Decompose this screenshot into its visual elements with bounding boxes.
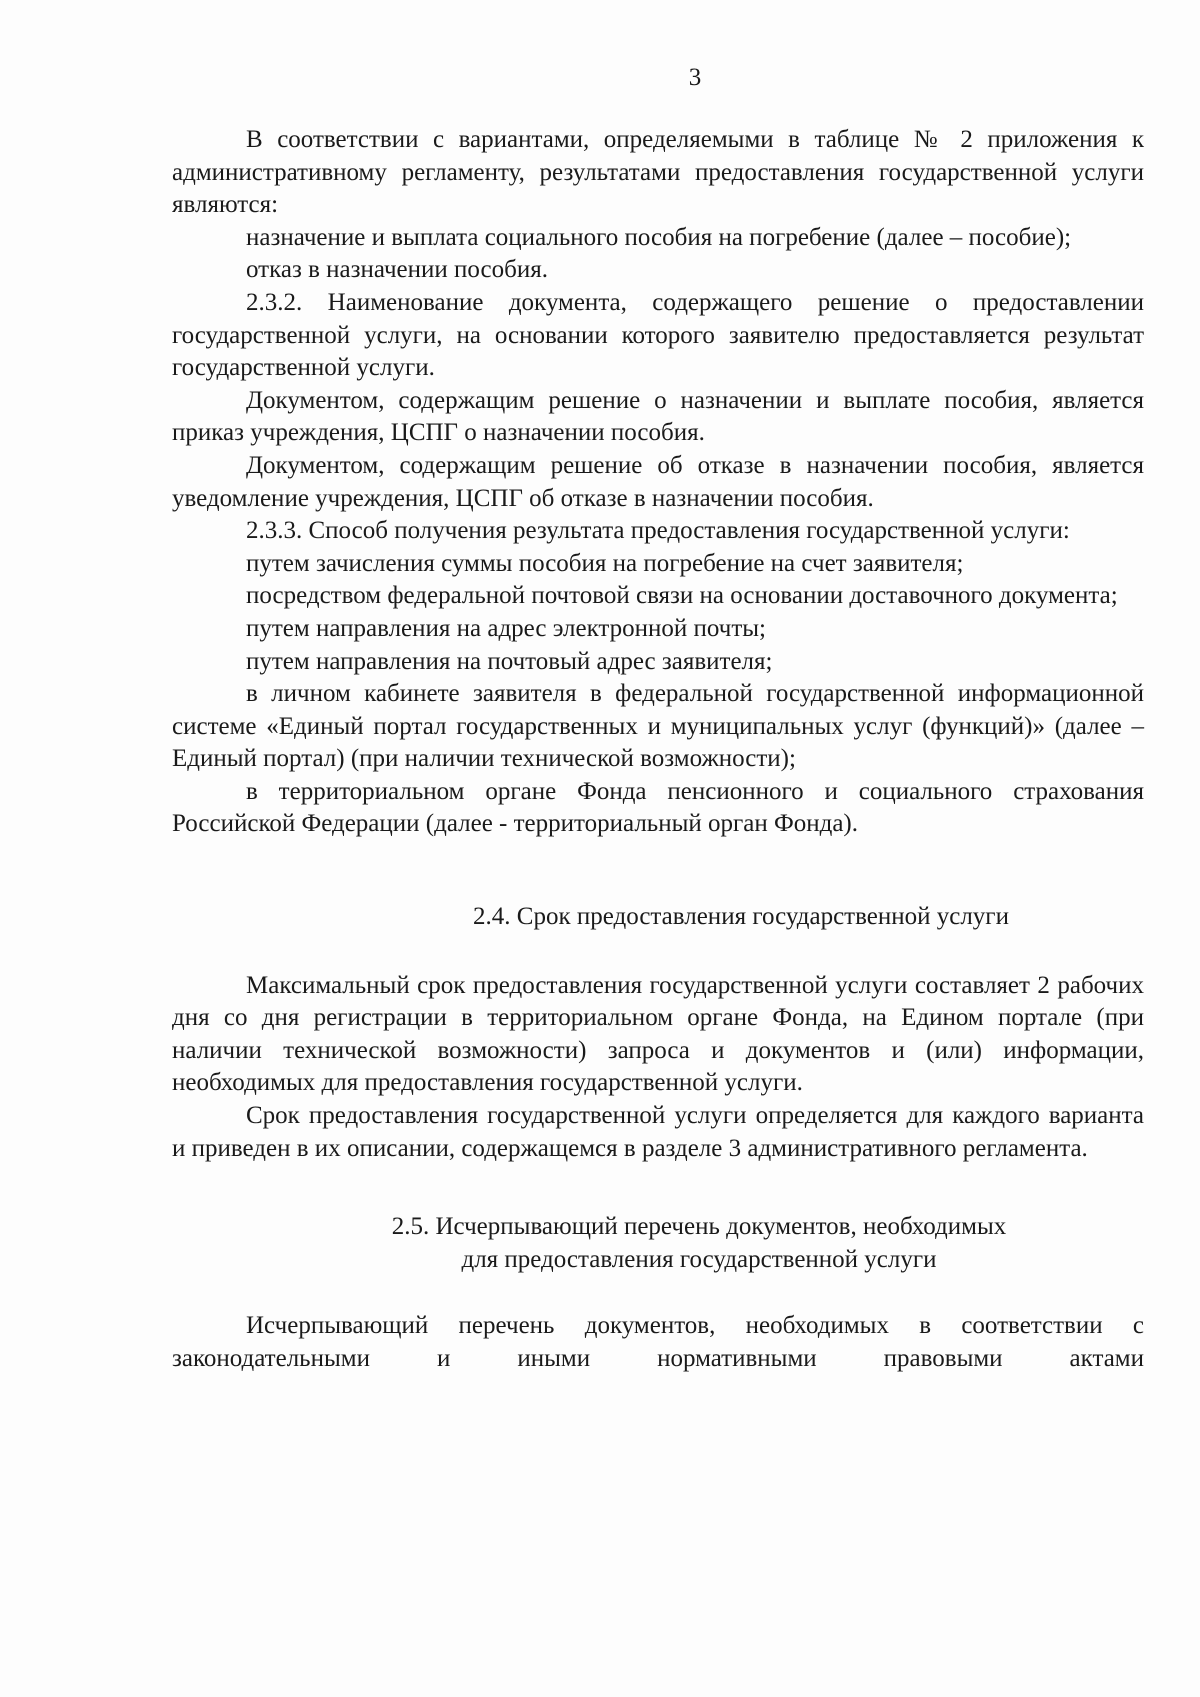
paragraph: путем направления на почтовый адрес заявителя;	[246, 647, 773, 675]
heading-line: 2.5. Исчерпывающий перечень документов, необходимых	[391, 1213, 1007, 1241]
document-body	[172, 124, 1144, 1376]
paragraph: в территориальном органе Фонда пенсионного и социального страхования Российской Федерации (далее - территориальный орган Фонда).	[172, 777, 1144, 838]
paragraph: 2.3.2. Наименование документа, содержащего решение о предоставлении государственной услуги, на основании которого заявителю предоставляется результат государственной услуги.	[172, 288, 1144, 382]
paragraph: в личном кабинете заявителя в федеральной государственной информационной системе «Единый портал государственных и муниципальных услуг (функций)» (далее – Единый портал) (при наличии технической возможности);	[172, 680, 1144, 773]
paragraph: 2.3.3. Способ получения результата предоставления государственной услуги:	[246, 517, 1070, 545]
paragraph: отказ в назначении пособия.	[246, 256, 548, 284]
paragraph: Срок предоставления государственной услуги определяется для каждого варианта и приведен в их описании, содержащемся в разделе 3 административного регламента.	[172, 1102, 1144, 1162]
paragraph: Документом, содержащим решение об отказе в назначении пособия, является уведомление учреждения, ЦСПГ об отказе в назначении пособия.	[172, 451, 1144, 512]
paragraph: посредством федеральной почтовой связи на основании доставочного документа;	[246, 582, 1118, 610]
heading-line: для предоставления государственной услуги	[461, 1245, 937, 1273]
paragraph: Документом, содержащим решение о назначении и выплате пособия, является приказ учреждения, ЦСПГ о назначении пособия.	[172, 386, 1144, 447]
section-heading-2-5	[172, 1211, 1144, 1276]
paragraph: Максимальный срок предоставления государственной услуги составляет 2 рабочих дня со дня регистрации в территориальном органе Фонда, на Едином портале (при наличии технической возможности) запроса и документов и (или) информации, необходимых для предоставления государственной услуги.	[172, 971, 1144, 1097]
paragraph: назначение и выплата социального пособия на погребение (далее – пособие);	[246, 223, 1072, 251]
paragraph: Исчерпывающий перечень документов, необходимых в соответствии с законодательными и иными нормативными правовыми актами	[172, 1312, 1144, 1372]
paragraph: путем направления на адрес электронной почты;	[246, 614, 767, 642]
page-number: 3	[688, 64, 702, 91]
paragraph: В соответствии с вариантами, определяемыми в таблице № 2 приложения к административному регламенту, результатами предоставления государственной услуги являются:	[172, 126, 1144, 219]
paragraph: путем зачисления суммы пособия на погребение на счет заявителя;	[246, 549, 964, 577]
section-heading-2-4: 2.4. Срок предоставления государственной услуги	[473, 903, 1009, 931]
